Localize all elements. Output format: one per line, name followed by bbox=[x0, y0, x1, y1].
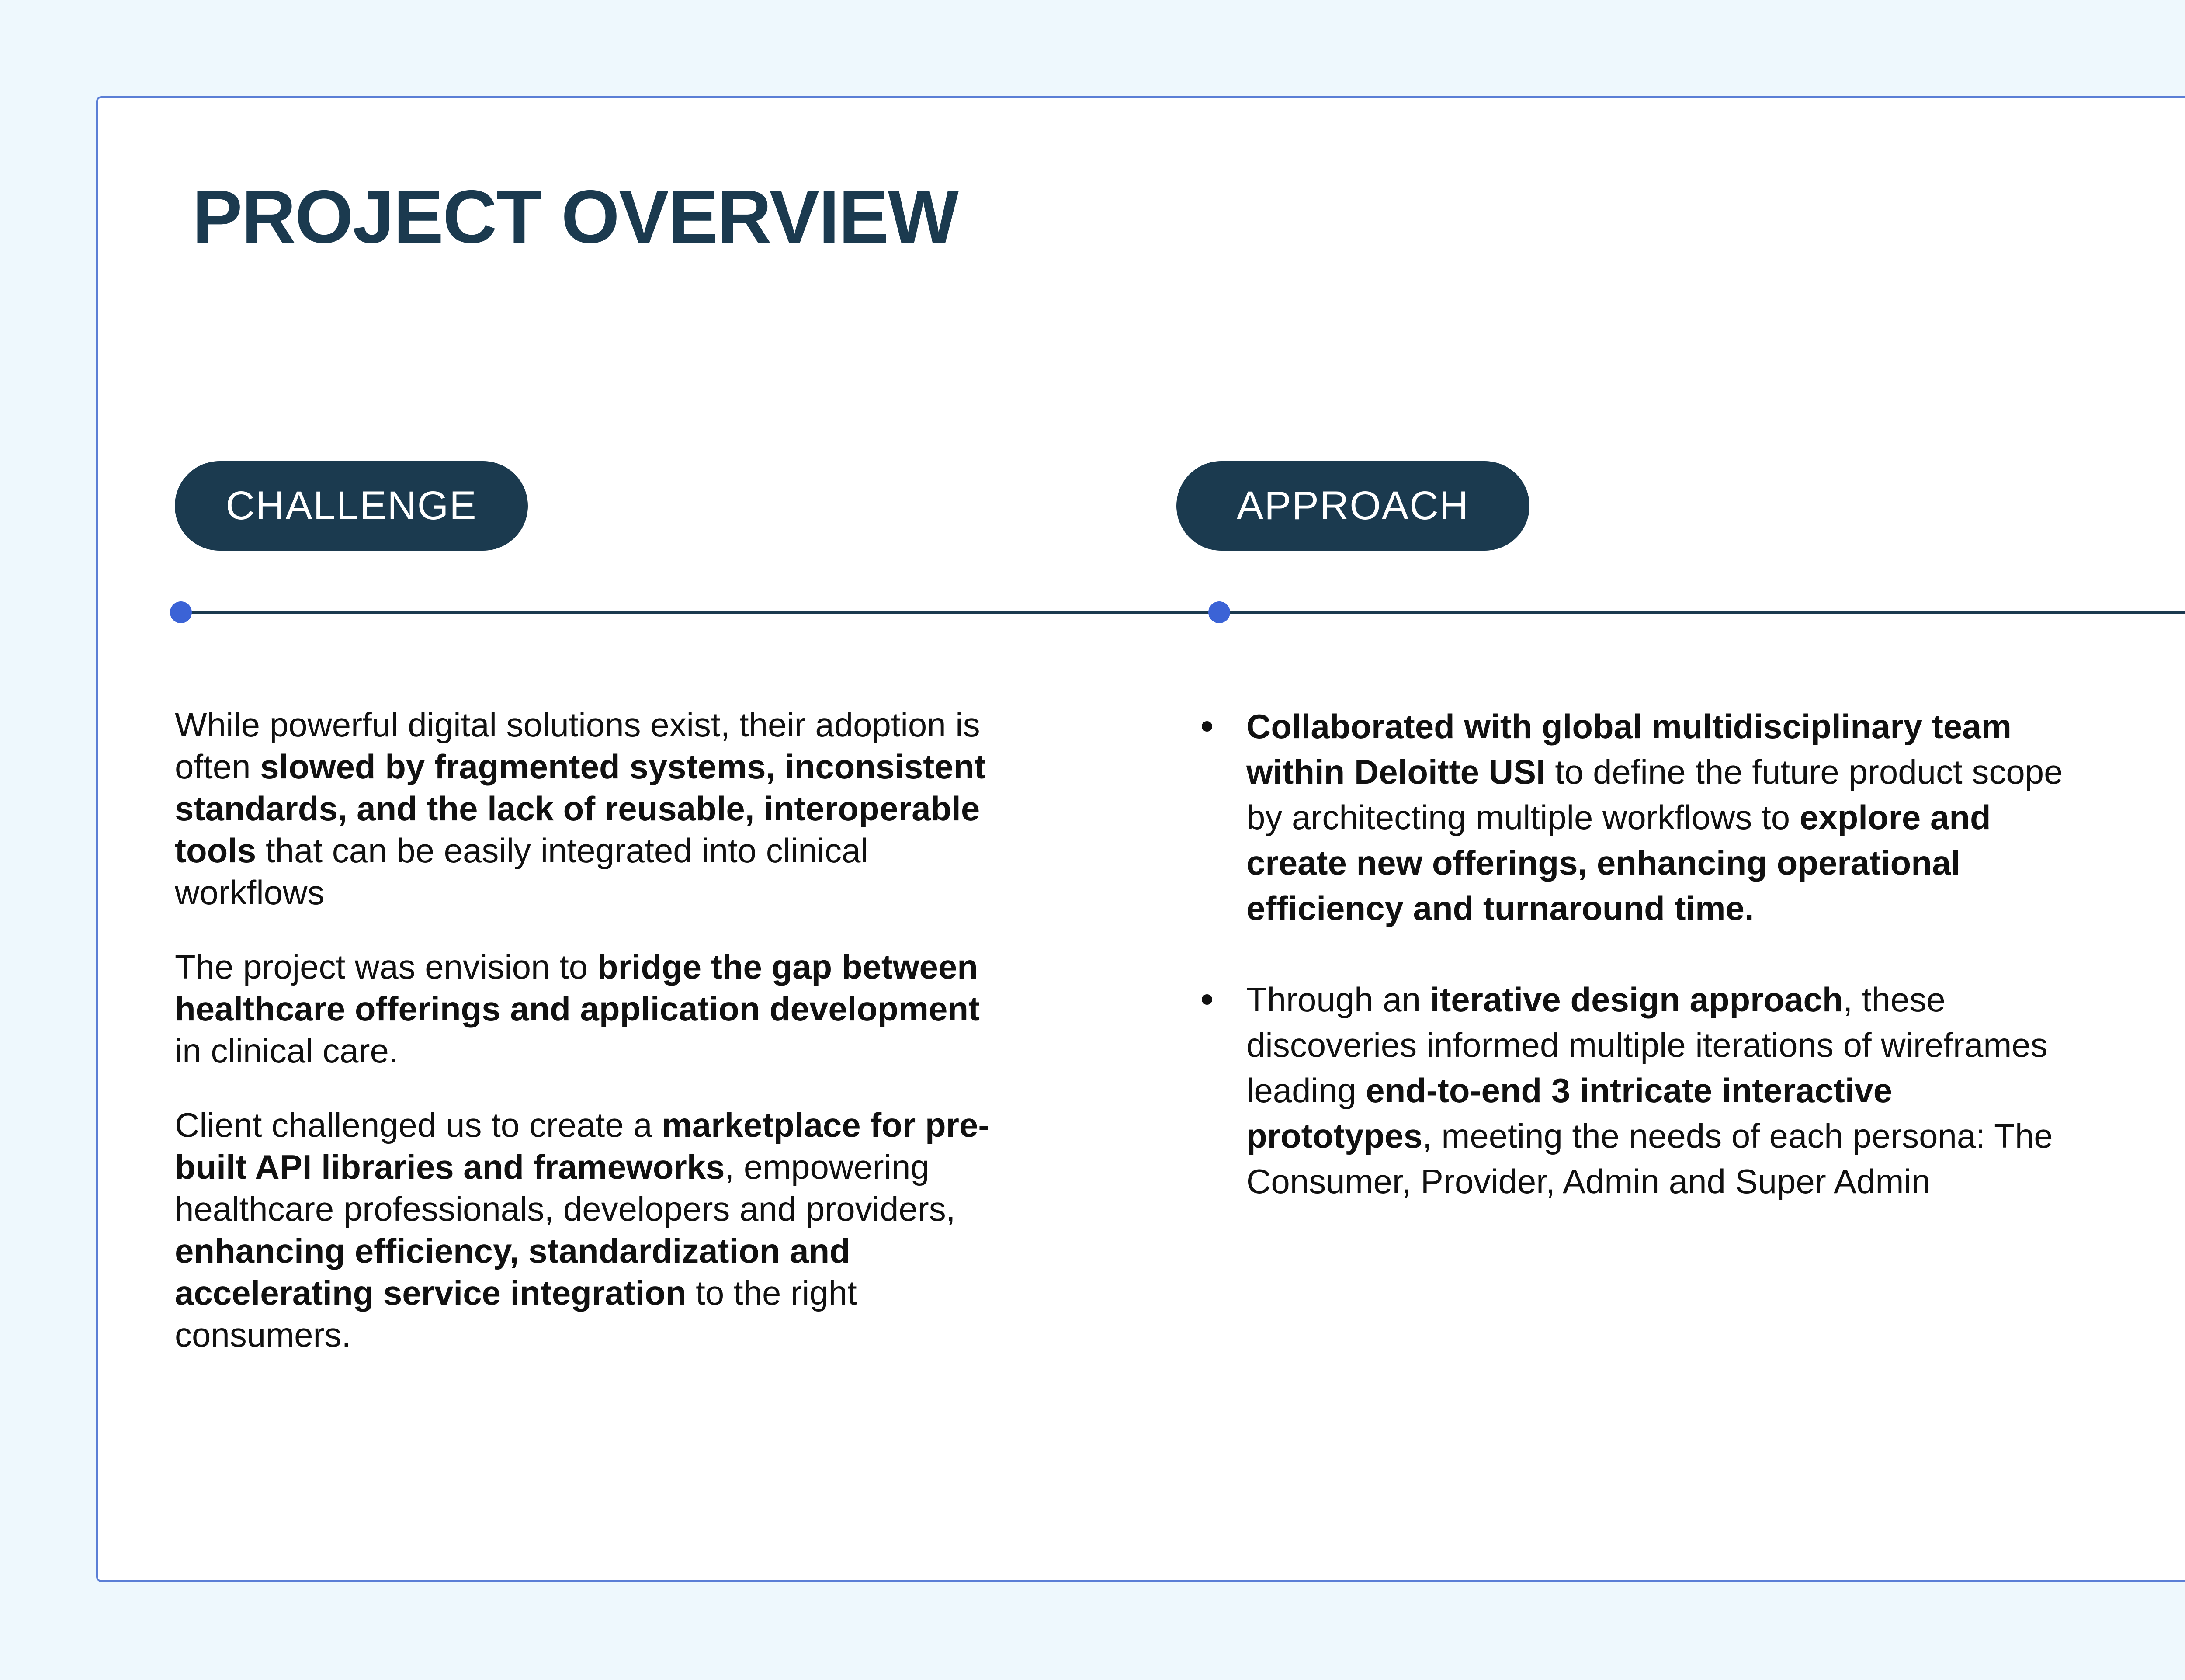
approach-badge: APPROACH bbox=[1176, 461, 1530, 551]
text-run: The project was envision to bbox=[175, 948, 597, 986]
challenge-column bbox=[175, 704, 996, 1388]
text-run: Through an bbox=[1246, 980, 1430, 1019]
text-run: , empowering healthcare professionals, developers and providers, bbox=[175, 1148, 956, 1228]
bold-text-run: bridge the gap between healthcare offerings and application development bbox=[175, 948, 980, 1028]
page-title: PROJECT OVERVIEW bbox=[192, 175, 958, 259]
text-run: that can be easily integrated into clinical workflows bbox=[175, 831, 868, 912]
approach-list-item bbox=[1189, 977, 2076, 1204]
bold-text-run: marketplace for pre-built API libraries and frameworks bbox=[175, 1106, 990, 1186]
approach-column bbox=[1189, 704, 2076, 1250]
approach-list-item bbox=[1189, 704, 2076, 931]
bold-text-run: iterative design approach bbox=[1430, 980, 1843, 1019]
bold-text-run: Collaborated with global multidisciplinary team within Deloitte USI bbox=[1246, 707, 2012, 791]
bold-text-run: slowed by fragmented systems, inconsistent standards, and the lack of reusable, interoperable tools bbox=[175, 747, 986, 870]
challenge-paragraph bbox=[175, 1104, 996, 1356]
challenge-badge: CHALLENGE bbox=[175, 461, 528, 551]
text-run: to define the future product scope by architecting multiple workflows to bbox=[1246, 753, 2063, 837]
challenge-paragraph bbox=[175, 946, 996, 1072]
text-run: Client challenged us to create a bbox=[175, 1106, 662, 1144]
text-run: While powerful digital solutions exist, their adoption is often bbox=[175, 705, 980, 786]
challenge-paragraph bbox=[175, 704, 996, 913]
bold-text-run: end-to-end 3 intricate interactive prototypes bbox=[1246, 1071, 1893, 1155]
bold-text-run: enhancing efficiency, standardization and accelerating service integration bbox=[175, 1232, 850, 1312]
timeline-dot-approach bbox=[1208, 601, 1230, 623]
text-run: in clinical care. bbox=[175, 1031, 399, 1070]
text-run: to the right consumers. bbox=[175, 1274, 857, 1354]
text-run: , these discoveries informed multiple iterations of wireframes leading bbox=[1246, 980, 2048, 1110]
timeline-dot-challenge bbox=[170, 601, 192, 623]
text-run: , meeting the needs of each persona: The Consumer, Provider, Admin and Super Admin bbox=[1246, 1117, 2053, 1201]
bold-text-run: explore and create new offerings, enhancing operational efficiency and turnaround time. bbox=[1246, 798, 1991, 927]
approach-list bbox=[1189, 704, 2076, 1204]
timeline-line bbox=[181, 611, 2185, 614]
